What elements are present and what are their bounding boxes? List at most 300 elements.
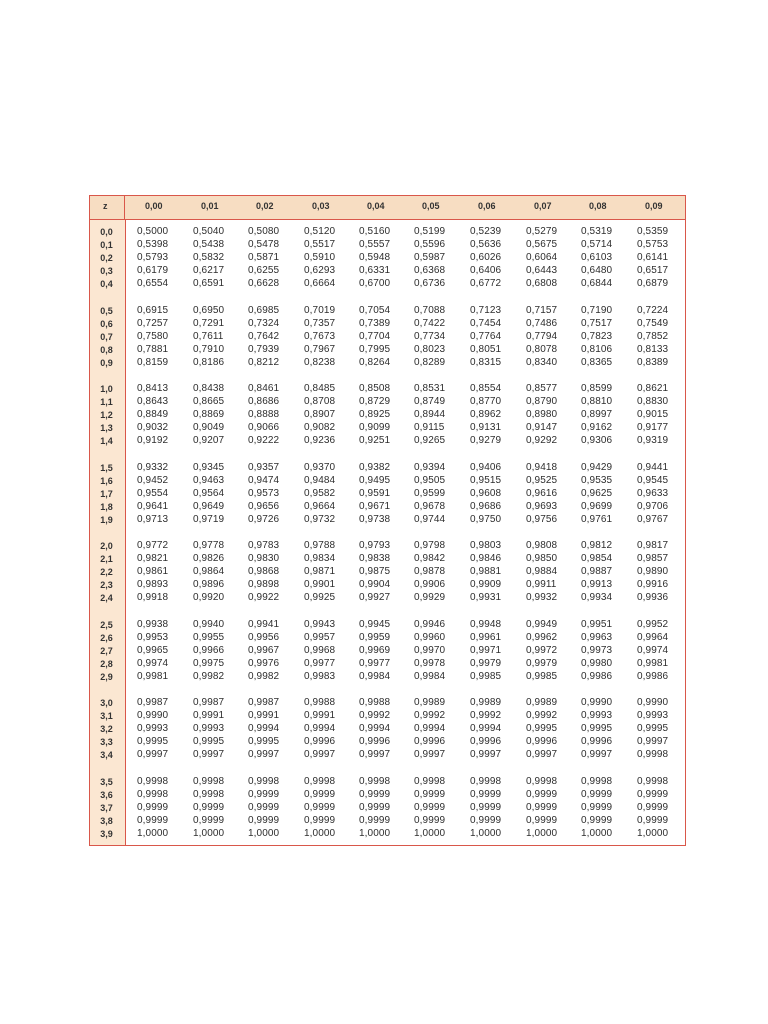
table-cell: 0,9474 — [248, 474, 280, 486]
table-cell: 0,6879 — [637, 278, 669, 290]
table-cell: 0,8665 — [193, 396, 225, 408]
table-cell: 0,9726 — [248, 513, 280, 525]
table-cell: 0,9265 — [414, 435, 446, 447]
table-cell: 0,9998 — [526, 775, 558, 787]
table-cell: 0,9962 — [526, 631, 558, 643]
table-cell: 0,8849 — [137, 409, 169, 421]
table-cell: 0,5596 — [414, 239, 446, 251]
column-header: 0,07 — [534, 201, 552, 211]
table-cell: 0,5675 — [526, 239, 558, 251]
table-cell: 0,9686 — [470, 500, 502, 512]
column-header: 0,04 — [367, 201, 385, 211]
table-cell: 0,9999 — [637, 814, 669, 826]
table-cell: 0,6331 — [359, 265, 391, 277]
table-cell: 0,6664 — [304, 278, 336, 290]
table-cell: 0,7054 — [359, 304, 391, 316]
z-row-label: 1,5 — [100, 462, 113, 473]
table-cell: 0,9999 — [470, 788, 502, 800]
table-cell: 0,8289 — [414, 356, 446, 368]
table-cell: 0,7291 — [193, 317, 225, 329]
table-cell: 0,7190 — [581, 304, 613, 316]
table-cell: 0,8643 — [137, 396, 169, 408]
z-row-label: 2,6 — [100, 632, 113, 643]
table-cell: 0,8907 — [304, 409, 336, 421]
table-cell: 0,9974 — [637, 644, 669, 656]
z-row-label: 0,5 — [100, 305, 113, 316]
table-cell: 0,9994 — [304, 723, 336, 735]
table-cell: 0,9983 — [304, 670, 336, 682]
table-cell: 0,9505 — [414, 474, 446, 486]
table-cell: 0,9936 — [637, 592, 669, 604]
table-cell: 0,9970 — [414, 644, 446, 656]
table-cell: 0,9977 — [359, 657, 391, 669]
table-cell: 1,0000 — [137, 827, 169, 839]
table-cell: 0,8461 — [248, 383, 280, 394]
table-cell: 0,9993 — [137, 723, 169, 735]
z-row-label: 1,9 — [100, 514, 113, 525]
table-cell: 0,9999 — [193, 814, 225, 826]
z-row-label: 3,0 — [100, 698, 113, 708]
table-cell: 0,9999 — [248, 801, 280, 813]
table-cell: 0,9999 — [248, 788, 280, 800]
column-header: 0,08 — [589, 201, 607, 211]
table-cell: 0,7881 — [137, 343, 169, 355]
table-cell: 0,8389 — [637, 356, 669, 368]
table-cell: 0,6064 — [526, 252, 558, 264]
table-cell: 0,8686 — [248, 396, 280, 408]
table-cell: 0,7257 — [137, 317, 169, 329]
table-cell: 0,5438 — [193, 239, 225, 251]
table-cell: 0,7939 — [248, 343, 280, 355]
table-cell: 0,9996 — [304, 736, 336, 748]
table-cell: 0,7422 — [414, 317, 446, 329]
table-cell: 0,9564 — [193, 487, 225, 499]
z-row-label: 2,2 — [100, 567, 113, 578]
table-cell: 0,8749 — [414, 396, 446, 408]
table-cell: 0,9998 — [470, 775, 502, 787]
table-cell: 0,8485 — [304, 383, 336, 394]
table-cell: 0,9992 — [470, 710, 502, 722]
table-cell: 0,9997 — [581, 749, 613, 761]
table-cell: 0,7157 — [526, 304, 558, 316]
table-cell: 0,9656 — [248, 500, 280, 512]
table-cell: 0,9999 — [359, 801, 391, 813]
table-cell: 0,9515 — [470, 474, 502, 486]
table-cell: 0,7454 — [470, 317, 502, 329]
table-cell: 1,0000 — [526, 827, 558, 839]
table-cell: 0,9941 — [248, 618, 280, 630]
table-cell: 0,5279 — [526, 226, 558, 237]
table-cell: 0,9997 — [526, 749, 558, 761]
table-cell: 0,6985 — [248, 304, 280, 316]
table-cell: 0,9997 — [304, 749, 336, 761]
table-cell: 0,9999 — [359, 814, 391, 826]
table-cell: 0,5319 — [581, 226, 613, 237]
table-cell: 0,9951 — [581, 618, 613, 630]
table-cell: 0,9999 — [359, 788, 391, 800]
table-cell: 0,5557 — [359, 239, 391, 251]
table-cell: 0,9911 — [526, 579, 557, 591]
table-cell: 0,9332 — [137, 461, 169, 473]
z-row-label: 1,6 — [100, 475, 113, 486]
z-row-label: 3,5 — [100, 776, 113, 787]
table-cell: 0,9922 — [248, 592, 280, 604]
table-cell: 0,6772 — [470, 278, 502, 290]
table-cell: 0,9995 — [637, 723, 669, 735]
table-cell: 0,9545 — [637, 474, 669, 486]
table-cell: 0,9778 — [193, 540, 225, 551]
table-cell: 0,8621 — [637, 383, 669, 394]
table-cell: 0,9929 — [414, 592, 446, 604]
table-cell: 0,7995 — [359, 343, 391, 355]
table-cell: 0,9913 — [581, 579, 613, 591]
table-cell: 0,7486 — [526, 317, 558, 329]
table-cell: 0,9994 — [359, 723, 391, 735]
table-cell: 0,9591 — [359, 487, 391, 499]
table-cell: 0,9678 — [414, 500, 446, 512]
table-cell: 0,7852 — [637, 330, 669, 342]
table-cell: 0,9994 — [248, 723, 280, 735]
table-cell: 0,8508 — [359, 383, 391, 394]
table-cell: 0,9861 — [137, 566, 169, 578]
table-cell: 0,9969 — [359, 644, 391, 656]
table-cell: 0,9032 — [137, 422, 169, 434]
table-cell: 0,9706 — [637, 500, 669, 512]
table-cell: 0,9925 — [304, 592, 336, 604]
table-cell: 0,9834 — [304, 553, 336, 565]
table-cell: 0,8869 — [193, 409, 225, 421]
table-cell: 0,9999 — [248, 814, 280, 826]
table-cell: 0,9987 — [137, 697, 169, 708]
table-cell: 0,9967 — [248, 644, 280, 656]
table-cell: 0,9940 — [193, 618, 225, 630]
table-cell: 0,9960 — [414, 631, 446, 643]
table-cell: 0,9974 — [137, 657, 169, 669]
table-cell: 0,9994 — [414, 723, 446, 735]
table-cell: 0,5636 — [470, 239, 502, 251]
table-cell: 0,9977 — [304, 657, 336, 669]
table-cell: 0,9292 — [526, 435, 558, 447]
table-cell: 0,7224 — [637, 304, 669, 316]
table-cell: 0,9952 — [637, 618, 669, 630]
table-cell: 0,9871 — [304, 566, 336, 578]
table-cell: 0,9948 — [470, 618, 502, 630]
table-cell: 0,8133 — [637, 343, 669, 355]
z-row-label: 1,1 — [100, 397, 113, 408]
table-cell: 0,9817 — [637, 540, 669, 551]
table-cell: 0,8944 — [414, 409, 446, 421]
table-cell: 0,9981 — [637, 657, 669, 669]
table-header-row — [90, 196, 685, 220]
table-cell: 0,9582 — [304, 487, 336, 499]
table-cell: 0,9934 — [581, 592, 613, 604]
z-row-label: 0,9 — [100, 357, 113, 368]
table-cell: 0,9999 — [304, 801, 336, 813]
table-cell: 0,8962 — [470, 409, 502, 421]
table-cell: 0,8830 — [637, 396, 669, 408]
table-cell: 0,9995 — [248, 736, 280, 748]
table-cell: 0,8708 — [304, 396, 336, 408]
table-cell: 0,8212 — [248, 356, 280, 368]
table-cell: 0,9932 — [526, 592, 558, 604]
column-header: 0,06 — [478, 201, 496, 211]
table-cell: 0,9990 — [637, 697, 669, 708]
table-cell: 0,5832 — [193, 252, 225, 264]
z-row-label: 1,8 — [100, 501, 113, 512]
z-row-label: 3,6 — [100, 789, 113, 800]
table-cell: 0,9999 — [304, 788, 336, 800]
z-row-label: 0,4 — [100, 279, 113, 290]
table-cell: 0,9995 — [193, 736, 225, 748]
table-cell: 0,9981 — [137, 670, 169, 682]
table-cell: 0,7580 — [137, 330, 169, 342]
z-row-label: 1,7 — [100, 488, 113, 499]
table-cell: 0,9394 — [414, 461, 446, 473]
table-cell: 0,8531 — [414, 383, 446, 394]
table-cell: 0,6293 — [304, 265, 336, 277]
table-cell: 0,9131 — [470, 422, 502, 434]
table-cell: 0,5948 — [359, 252, 391, 264]
table-cell: 1,0000 — [470, 827, 502, 839]
table-cell: 0,7764 — [470, 330, 502, 342]
table-cell: 0,9850 — [526, 553, 558, 565]
table-cell: 1,0000 — [581, 827, 613, 839]
table-cell: 0,9993 — [581, 710, 613, 722]
table-cell: 0,9999 — [581, 801, 613, 813]
table-cell: 0,9890 — [637, 566, 669, 578]
table-cell: 0,9973 — [581, 644, 613, 656]
z-row-label: 1,0 — [100, 384, 113, 394]
table-cell: 0,9525 — [526, 474, 558, 486]
table-cell: 0,5517 — [304, 239, 336, 251]
table-cell: 0,7704 — [359, 330, 391, 342]
column-header: 0,02 — [256, 201, 274, 211]
table-cell: 0,9887 — [581, 566, 613, 578]
table-cell: 0,9998 — [304, 775, 336, 787]
table-cell: 0,9986 — [637, 670, 669, 682]
table-cell: 0,9772 — [137, 540, 169, 551]
table-cell: 0,9920 — [193, 592, 225, 604]
table-cell: 0,9842 — [414, 553, 446, 565]
table-cell: 0,9798 — [414, 540, 446, 551]
table-cell: 0,8238 — [304, 356, 336, 368]
table-cell: 0,6103 — [581, 252, 613, 264]
table-cell: 0,9980 — [581, 657, 613, 669]
table-cell: 0,9999 — [193, 801, 225, 813]
table-cell: 0,9918 — [137, 592, 169, 604]
table-cell: 0,6700 — [359, 278, 391, 290]
table-cell: 0,5199 — [414, 226, 446, 237]
table-cell: 0,9971 — [470, 644, 502, 656]
table-cell: 0,9864 — [193, 566, 225, 578]
table-cell: 0,9988 — [304, 697, 336, 708]
table-cell: 0,9633 — [637, 487, 669, 499]
table-cell: 0,9989 — [470, 697, 502, 708]
z-row-label: 3,7 — [100, 802, 113, 813]
table-cell: 0,9992 — [526, 710, 558, 722]
table-cell: 0,9049 — [193, 422, 225, 434]
table-cell: 0,8264 — [359, 356, 391, 368]
table-cell: 0,9999 — [581, 814, 613, 826]
z-row-label: 3,2 — [100, 724, 113, 735]
table-cell: 0,6915 — [137, 304, 169, 316]
table-cell: 0,9998 — [248, 775, 280, 787]
table-cell: 0,9162 — [581, 422, 613, 434]
z-row-label: 3,3 — [100, 737, 113, 748]
table-cell: 0,9993 — [637, 710, 669, 722]
table-cell: 0,5753 — [637, 239, 669, 251]
table-cell: 0,7517 — [581, 317, 613, 329]
table-cell: 0,9750 — [470, 513, 502, 525]
table-cell: 0,9664 — [304, 500, 336, 512]
table-cell: 0,9953 — [137, 631, 169, 643]
column-header: 0,09 — [645, 201, 663, 211]
table-cell: 0,9949 — [526, 618, 558, 630]
table-cell: 0,9147 — [526, 422, 558, 434]
table-cell: 0,6628 — [248, 278, 280, 290]
table-cell: 0,9881 — [470, 566, 502, 578]
column-header: 0,05 — [422, 201, 440, 211]
table-cell: 0,9945 — [359, 618, 391, 630]
table-cell: 0,9998 — [414, 775, 446, 787]
table-cell: 0,9192 — [137, 435, 169, 447]
table-cell: 0,9649 — [193, 500, 225, 512]
table-cell: 0,6736 — [414, 278, 446, 290]
table-cell: 0,9997 — [137, 749, 169, 761]
column-header: 0,03 — [312, 201, 330, 211]
table-cell: 0,5359 — [637, 226, 669, 237]
table-cell: 0,9998 — [137, 775, 169, 787]
table-cell: 0,9927 — [359, 592, 391, 604]
table-cell: 0,9995 — [581, 723, 613, 735]
table-cell: 0,9997 — [248, 749, 280, 761]
table-cell: 1,0000 — [248, 827, 280, 839]
table-cell: 0,8186 — [193, 356, 225, 368]
table-cell: 0,9901 — [304, 579, 336, 591]
table-cell: 0,9998 — [359, 775, 391, 787]
table-cell: 0,9931 — [470, 592, 502, 604]
table-cell: 0,9996 — [470, 736, 502, 748]
table-cell: 0,8159 — [137, 356, 169, 368]
table-cell: 0,9808 — [526, 540, 558, 551]
table-cell: 0,9996 — [581, 736, 613, 748]
table-cell: 0,9959 — [359, 631, 391, 643]
table-cell: 1,0000 — [637, 827, 669, 839]
table-cell: 1,0000 — [193, 827, 225, 839]
table-cell: 0,9821 — [137, 553, 169, 565]
table-cell: 0,9998 — [637, 749, 669, 761]
z-row-label: 3,8 — [100, 815, 113, 826]
table-cell: 0,9382 — [359, 461, 391, 473]
table-cell: 0,7673 — [304, 330, 336, 342]
table-cell: 0,9279 — [470, 435, 502, 447]
table-cell: 0,9812 — [581, 540, 613, 551]
table-cell: 0,9608 — [470, 487, 502, 499]
table-cell: 0,6141 — [637, 252, 669, 264]
table-cell: 0,6844 — [581, 278, 613, 290]
table-cell: 0,9916 — [637, 579, 669, 591]
table-cell: 0,9906 — [414, 579, 446, 591]
table-cell: 0,9998 — [581, 775, 613, 787]
table-cell: 0,9991 — [248, 710, 280, 722]
table-cell: 0,9998 — [193, 775, 225, 787]
table-cell: 0,9671 — [359, 500, 391, 512]
table-cell: 0,9207 — [193, 435, 225, 447]
table-cell: 0,6026 — [470, 252, 502, 264]
table-cell: 0,9997 — [193, 749, 225, 761]
table-cell: 0,9854 — [581, 553, 613, 565]
table-cell: 0,9999 — [414, 788, 446, 800]
table-cell: 0,8078 — [526, 343, 558, 355]
table-cell: 0,9943 — [304, 618, 336, 630]
table-cell: 0,8577 — [526, 383, 558, 394]
table-cell: 0,9878 — [414, 566, 446, 578]
table-cell: 0,9991 — [193, 710, 225, 722]
table-cell: 0,9177 — [637, 422, 669, 434]
table-cell: 0,8554 — [470, 383, 502, 394]
table-cell: 0,9964 — [637, 631, 669, 643]
table-cell: 0,8925 — [359, 409, 391, 421]
table-cell: 0,9406 — [470, 461, 502, 473]
table-cell: 0,9995 — [137, 736, 169, 748]
table-cell: 0,7123 — [470, 304, 502, 316]
table-cell: 0,9989 — [414, 697, 446, 708]
table-cell: 0,7389 — [359, 317, 391, 329]
table-cell: 1,0000 — [304, 827, 336, 839]
z-row-label: 1,3 — [100, 423, 113, 434]
table-cell: 0,9319 — [637, 435, 669, 447]
table-cell: 0,9998 — [193, 788, 225, 800]
table-cell: 0,9066 — [248, 422, 280, 434]
table-cell: 0,9115 — [414, 422, 445, 434]
table-cell: 0,6950 — [193, 304, 225, 316]
table-cell: 0,9441 — [637, 461, 669, 473]
z-row-label: 3,9 — [100, 828, 113, 839]
table-cell: 0,7611 — [193, 330, 224, 342]
table-cell: 0,9236 — [304, 435, 336, 447]
table-cell: 0,9875 — [359, 566, 391, 578]
z-row-label: 0,1 — [100, 240, 113, 251]
table-cell: 0,9968 — [304, 644, 336, 656]
table-cell: 0,9756 — [526, 513, 558, 525]
table-cell: 0,9984 — [414, 670, 446, 682]
table-cell: 0,9975 — [193, 657, 225, 669]
table-cell: 0,9767 — [637, 513, 669, 525]
table-cell: 0,5000 — [137, 226, 169, 237]
table-cell: 0,8413 — [137, 383, 169, 394]
table-cell: 0,9999 — [414, 814, 446, 826]
table-cell: 0,9946 — [414, 618, 446, 630]
z-row-label: 2,3 — [100, 580, 113, 591]
table-cell: 0,9857 — [637, 553, 669, 565]
z-row-label: 2,9 — [100, 671, 113, 682]
table-cell: 0,9495 — [359, 474, 391, 486]
table-cell: 0,8023 — [414, 343, 446, 355]
table-cell: 0,9986 — [581, 670, 613, 682]
table-cell: 0,9955 — [193, 631, 225, 643]
table-cell: 0,7324 — [248, 317, 280, 329]
table-cell: 0,6517 — [637, 265, 669, 277]
table-cell: 0,9979 — [526, 657, 558, 669]
table-cell: 0,5714 — [581, 239, 613, 251]
table-cell: 0,9898 — [248, 579, 280, 591]
table-cell: 0,7734 — [414, 330, 446, 342]
table-cell: 0,9990 — [137, 710, 169, 722]
table-cell: 0,7088 — [414, 304, 446, 316]
table-cell: 0,6808 — [526, 278, 558, 290]
table-cell: 0,6406 — [470, 265, 502, 277]
table-cell: 0,5239 — [470, 226, 502, 237]
